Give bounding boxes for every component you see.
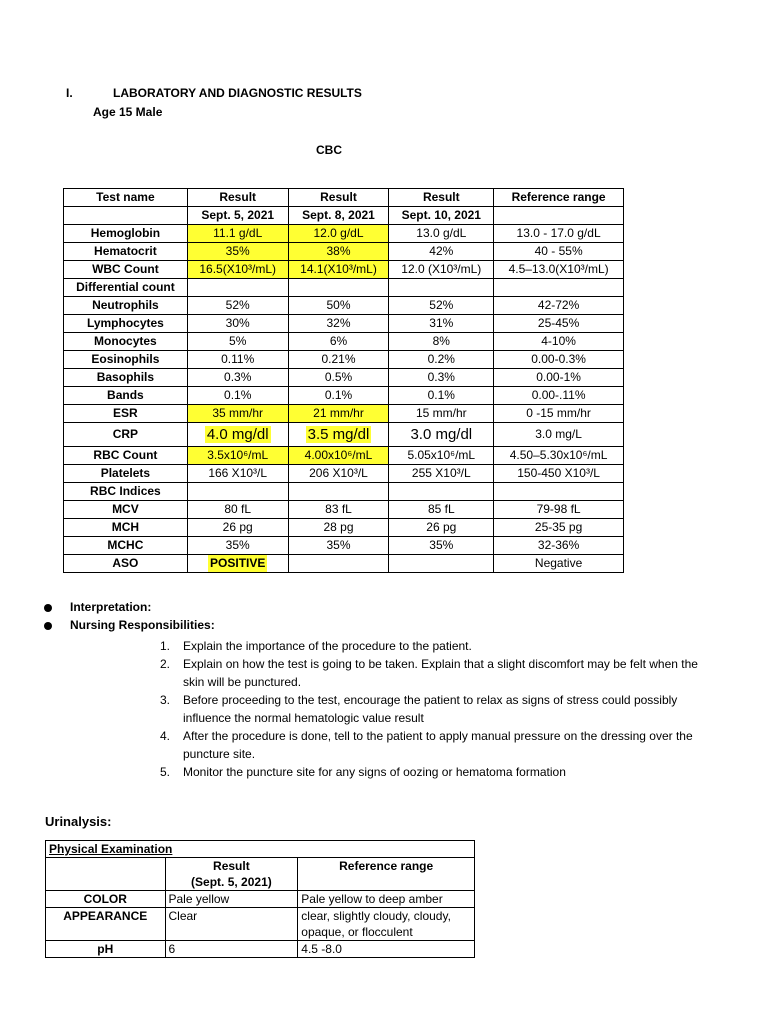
interpretation-label: Interpretation: bbox=[44, 600, 151, 614]
cbc-column-header: Result bbox=[389, 189, 494, 207]
item-text: Explain the importance of the procedure to the patient. bbox=[183, 639, 472, 653]
cbc-result-cell: 0.1% bbox=[187, 387, 288, 405]
urinalysis-result: 6 bbox=[165, 941, 298, 958]
cbc-result-cell: 35% bbox=[389, 537, 494, 555]
cbc-result-cell: 13.0 g/dL bbox=[389, 225, 494, 243]
cbc-row bbox=[64, 315, 624, 333]
cbc-reference-cell: 4.5–13.0(X10³/mL) bbox=[494, 261, 624, 279]
urinalysis-reference: clear, slightly cloudy, cloudy, opaque, or flocculent bbox=[298, 908, 475, 941]
cbc-result-cell: 52% bbox=[389, 297, 494, 315]
responsibility-item bbox=[160, 727, 722, 763]
cbc-result-cell: 12.0 (X10³/mL) bbox=[389, 261, 494, 279]
cbc-result-cell: 32% bbox=[288, 315, 389, 333]
cbc-result-cell: 166 X10³/L bbox=[187, 465, 288, 483]
cbc-row bbox=[64, 243, 624, 261]
cbc-result-cell: 52% bbox=[187, 297, 288, 315]
cbc-test-name: Hemoglobin bbox=[64, 225, 188, 243]
cbc-row bbox=[64, 537, 624, 555]
cbc-date-cell bbox=[64, 207, 188, 225]
cbc-row bbox=[64, 501, 624, 519]
responsibilities-list bbox=[160, 637, 722, 781]
cbc-test-name: Eosinophils bbox=[64, 351, 188, 369]
item-text: Before proceeding to the test, encourage the patient to relax as signs of stress could possibly influence the normal hematologic value result bbox=[183, 693, 678, 725]
cbc-result-cell: 206 X10³/L bbox=[288, 465, 389, 483]
cbc-result-cell: 83 fL bbox=[288, 501, 389, 519]
cbc-result-cell: 50% bbox=[288, 297, 389, 315]
cbc-row bbox=[64, 369, 624, 387]
cbc-column-header: Test name bbox=[64, 189, 188, 207]
cbc-reference-cell: 79-98 fL bbox=[494, 501, 624, 519]
responsibility-item bbox=[160, 655, 722, 691]
cbc-column-header: Result bbox=[187, 189, 288, 207]
cbc-test-name: Differential count bbox=[64, 279, 188, 297]
empty-cell bbox=[46, 858, 166, 891]
urinalysis-reference: Pale yellow to deep amber bbox=[298, 891, 475, 908]
cbc-result-cell: 35% bbox=[288, 537, 389, 555]
responsibility-item bbox=[160, 637, 722, 655]
cbc-reference-cell: 25-45% bbox=[494, 315, 624, 333]
urinalysis-row bbox=[46, 891, 475, 908]
cbc-reference-cell: 32-36% bbox=[494, 537, 624, 555]
cbc-result-cell: 8% bbox=[389, 333, 494, 351]
cbc-test-name: RBC Indices bbox=[64, 483, 188, 501]
cbc-reference-cell: 0.00-0.3% bbox=[494, 351, 624, 369]
cbc-result-cell: 6% bbox=[288, 333, 389, 351]
cbc-result-cell: 255 X10³/L bbox=[389, 465, 494, 483]
cbc-result-cell: 4.00x10⁶/mL bbox=[288, 447, 389, 465]
item-number: 2. bbox=[160, 657, 171, 671]
cbc-reference-cell: 0.00-1% bbox=[494, 369, 624, 387]
cbc-result-cell: 11.1 g/dL bbox=[187, 225, 288, 243]
cbc-result-cell: 0.2% bbox=[389, 351, 494, 369]
bullet-icon bbox=[44, 604, 52, 612]
cbc-reference-cell: 4.50–5.30x10⁶/mL bbox=[494, 447, 624, 465]
cbc-result-cell: POSITIVE bbox=[187, 555, 288, 573]
cbc-row bbox=[64, 279, 624, 297]
physical-exam-header: Physical Examination bbox=[46, 841, 475, 858]
cbc-reference-cell: 40 - 55% bbox=[494, 243, 624, 261]
cbc-result-cell bbox=[288, 483, 389, 501]
cbc-result-cell: 35% bbox=[187, 537, 288, 555]
cbc-result-cell: 28 pg bbox=[288, 519, 389, 537]
cbc-test-name: Basophils bbox=[64, 369, 188, 387]
cbc-result-cell: 38% bbox=[288, 243, 389, 261]
nursing-responsibilities-label: Nursing Responsibilities: bbox=[44, 618, 215, 632]
cbc-result-cell: 3.5x10⁶/mL bbox=[187, 447, 288, 465]
urinalysis-result: Pale yellow bbox=[165, 891, 298, 908]
cbc-test-name: MCHC bbox=[64, 537, 188, 555]
cbc-table bbox=[63, 188, 624, 573]
result-header: Result (Sept. 5, 2021) bbox=[165, 858, 298, 891]
cbc-reference-cell: 13.0 - 17.0 g/dL bbox=[494, 225, 624, 243]
cbc-result-cell: 85 fL bbox=[389, 501, 494, 519]
cbc-test-name: Neutrophils bbox=[64, 297, 188, 315]
item-number: 5. bbox=[160, 765, 171, 779]
cbc-date-cell: Sept. 8, 2021 bbox=[288, 207, 389, 225]
cbc-test-name: ESR bbox=[64, 405, 188, 423]
cbc-reference-cell: 42-72% bbox=[494, 297, 624, 315]
cbc-column-header: Result bbox=[288, 189, 389, 207]
cbc-column-header: Reference range bbox=[494, 189, 624, 207]
responsibility-item bbox=[160, 763, 722, 781]
cbc-date-cell bbox=[494, 207, 624, 225]
urinalysis-test-name: APPEARANCE bbox=[46, 908, 166, 941]
cbc-test-name: RBC Count bbox=[64, 447, 188, 465]
cbc-row bbox=[64, 483, 624, 501]
urinalysis-row bbox=[46, 908, 475, 941]
reference-header: Reference range bbox=[298, 858, 475, 891]
cbc-result-cell: 0.11% bbox=[187, 351, 288, 369]
item-number: 1. bbox=[160, 639, 171, 653]
cbc-test-name: CRP bbox=[64, 423, 188, 447]
cbc-result-cell: 12.0 g/dL bbox=[288, 225, 389, 243]
cbc-result-cell bbox=[389, 555, 494, 573]
section-title: LABORATORY AND DIAGNOSTIC RESULTS bbox=[113, 86, 362, 100]
cbc-test-name: Monocytes bbox=[64, 333, 188, 351]
urinalysis-test-name: COLOR bbox=[46, 891, 166, 908]
cbc-result-cell: 3.5 mg/dl bbox=[288, 423, 389, 447]
patient-info: Age 15 Male bbox=[93, 105, 163, 119]
cbc-result-cell: 30% bbox=[187, 315, 288, 333]
cbc-result-cell: 0.3% bbox=[187, 369, 288, 387]
cbc-row bbox=[64, 261, 624, 279]
responsibility-item bbox=[160, 691, 722, 727]
cbc-test-name: Platelets bbox=[64, 465, 188, 483]
cbc-result-cell bbox=[389, 483, 494, 501]
cbc-result-cell: 0.1% bbox=[389, 387, 494, 405]
urinalysis-test-name: pH bbox=[46, 941, 166, 958]
cbc-result-cell: 42% bbox=[389, 243, 494, 261]
cbc-result-cell: 16.5(X10³/mL) bbox=[187, 261, 288, 279]
item-number: 3. bbox=[160, 693, 171, 707]
cbc-date-row bbox=[64, 207, 624, 225]
cbc-result-cell: 35% bbox=[187, 243, 288, 261]
cbc-reference-cell: Negative bbox=[494, 555, 624, 573]
cbc-result-cell: 0.3% bbox=[389, 369, 494, 387]
item-text: Explain on how the test is going to be taken. Explain that a slight discomfort may be felt when the skin will be punctured. bbox=[183, 657, 698, 689]
bullet-icon bbox=[44, 622, 52, 630]
item-number: 4. bbox=[160, 729, 171, 743]
cbc-reference-cell: 3.0 mg/L bbox=[494, 423, 624, 447]
cbc-result-cell: 0.1% bbox=[288, 387, 389, 405]
cbc-result-cell bbox=[187, 483, 288, 501]
cbc-result-cell: 26 pg bbox=[187, 519, 288, 537]
cbc-header-row bbox=[64, 189, 624, 207]
urinalysis-row bbox=[46, 941, 475, 958]
cbc-date-cell: Sept. 10, 2021 bbox=[389, 207, 494, 225]
cbc-row bbox=[64, 447, 624, 465]
cbc-reference-cell bbox=[494, 279, 624, 297]
cbc-test-name: Lymphocytes bbox=[64, 315, 188, 333]
cbc-result-cell: 0.5% bbox=[288, 369, 389, 387]
cbc-result-cell: 80 fL bbox=[187, 501, 288, 519]
cbc-result-cell bbox=[389, 279, 494, 297]
cbc-test-name: Hematocrit bbox=[64, 243, 188, 261]
urinalysis-table bbox=[45, 840, 475, 958]
item-text: Monitor the puncture site for any signs of oozing or hematoma formation bbox=[183, 765, 566, 779]
cbc-row bbox=[64, 297, 624, 315]
cbc-date-cell: Sept. 5, 2021 bbox=[187, 207, 288, 225]
urinalysis-reference: 4.5 -8.0 bbox=[298, 941, 475, 958]
cbc-reference-cell: 25-35 pg bbox=[494, 519, 624, 537]
cbc-test-name: MCH bbox=[64, 519, 188, 537]
cbc-row bbox=[64, 555, 624, 573]
cbc-reference-cell bbox=[494, 483, 624, 501]
cbc-result-cell bbox=[288, 555, 389, 573]
cbc-result-cell bbox=[187, 279, 288, 297]
cbc-result-cell: 5% bbox=[187, 333, 288, 351]
cbc-result-cell: 3.0 mg/dl bbox=[389, 423, 494, 447]
cbc-row bbox=[64, 351, 624, 369]
cbc-test-name: WBC Count bbox=[64, 261, 188, 279]
cbc-row bbox=[64, 519, 624, 537]
cbc-reference-cell: 150-450 X10³/L bbox=[494, 465, 624, 483]
cbc-result-cell: 15 mm/hr bbox=[389, 405, 494, 423]
cbc-reference-cell: 0.00-.11% bbox=[494, 387, 624, 405]
cbc-result-cell bbox=[288, 279, 389, 297]
cbc-test-name: MCV bbox=[64, 501, 188, 519]
cbc-row bbox=[64, 405, 624, 423]
cbc-reference-cell: 4-10% bbox=[494, 333, 624, 351]
cbc-title: CBC bbox=[316, 143, 342, 157]
cbc-row bbox=[64, 465, 624, 483]
urinalysis-result: Clear bbox=[165, 908, 298, 941]
cbc-result-cell: 26 pg bbox=[389, 519, 494, 537]
cbc-reference-cell: 0 -15 mm/hr bbox=[494, 405, 624, 423]
cbc-result-cell: 31% bbox=[389, 315, 494, 333]
cbc-result-cell: 35 mm/hr bbox=[187, 405, 288, 423]
cbc-result-cell: 4.0 mg/dl bbox=[187, 423, 288, 447]
cbc-row bbox=[64, 225, 624, 243]
cbc-result-cell: 14.1(X10³/mL) bbox=[288, 261, 389, 279]
cbc-test-name: Bands bbox=[64, 387, 188, 405]
cbc-result-cell: 5.05x10⁶/mL bbox=[389, 447, 494, 465]
item-text: After the procedure is done, tell to the patient to apply manual pressure on the dressing over the puncture site. bbox=[183, 729, 693, 761]
section-number: I. bbox=[66, 86, 73, 100]
urinalysis-title: Urinalysis: bbox=[45, 814, 112, 829]
cbc-row bbox=[64, 423, 624, 447]
cbc-row bbox=[64, 387, 624, 405]
cbc-result-cell: 0.21% bbox=[288, 351, 389, 369]
cbc-test-name: ASO bbox=[64, 555, 188, 573]
cbc-row bbox=[64, 333, 624, 351]
cbc-result-cell: 21 mm/hr bbox=[288, 405, 389, 423]
